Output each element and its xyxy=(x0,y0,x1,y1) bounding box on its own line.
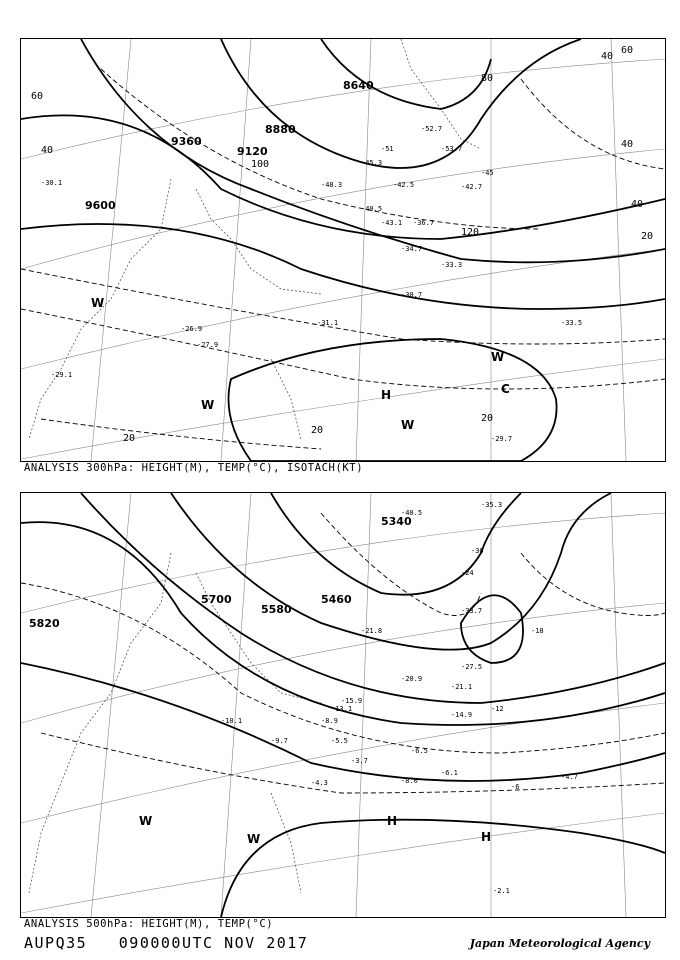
isotach-label: 20 xyxy=(481,413,494,424)
temperature-label: -42.5 xyxy=(393,181,415,189)
temperature-label: -6.1 xyxy=(441,769,458,777)
pressure-center-marker: W xyxy=(201,398,215,412)
temperature-label: -14.9 xyxy=(451,711,473,719)
temperature-label: -35.3 xyxy=(481,501,503,509)
pressure-center-marker: H xyxy=(481,830,492,844)
pressure-center-marker: W xyxy=(91,296,105,310)
spacer xyxy=(87,934,119,952)
temperature-label: -21.1 xyxy=(451,683,473,691)
temperature-label: -8.0 xyxy=(401,777,418,785)
temperature-label: -31.1 xyxy=(317,319,339,327)
analysis-300hpa-map xyxy=(20,38,666,462)
temperature-label: -15.9 xyxy=(341,697,363,705)
temperature-label: -26.9 xyxy=(181,325,203,333)
temperature-label: -2.1 xyxy=(493,887,510,895)
temperature-label: -27.9 xyxy=(197,341,219,349)
isotach-label: 40 xyxy=(41,145,54,156)
temperature-label: -42.7 xyxy=(461,183,483,191)
isotach-label: 60 xyxy=(31,91,44,102)
height-contour-label: 5700 xyxy=(201,593,232,606)
height-contour-label: 5340 xyxy=(381,515,412,528)
temperature-label: -52.7 xyxy=(421,125,443,133)
issue-time: 090000UTC NOV 2017 xyxy=(118,934,309,952)
temperature-label: -4.7 xyxy=(561,773,578,781)
isotach-label: 120 xyxy=(461,227,480,238)
map-300hpa-canvas xyxy=(21,39,665,461)
temperature-label: -53.7 xyxy=(441,145,463,153)
temperature-label: -3.7 xyxy=(351,757,368,765)
temperature-label: -21.8 xyxy=(361,627,383,635)
isotach-label: 40 xyxy=(621,139,634,150)
temperature-label: -30 xyxy=(471,547,484,555)
temperature-label: -9.7 xyxy=(271,737,288,745)
isotach-label: 40 xyxy=(631,199,644,210)
temperature-label: -36.7 xyxy=(413,219,435,227)
top-panel-caption: ANALYSIS 300hPa: HEIGHT(M), TEMP(°C), ISOTACH(KT) xyxy=(24,462,364,474)
temperature-label: -5.5 xyxy=(331,737,348,745)
isotach-label: 60 xyxy=(621,45,634,56)
temperature-label: -34.7 xyxy=(401,245,423,253)
height-contour-label: 9360 xyxy=(171,135,202,148)
pressure-center-marker: W xyxy=(401,418,415,432)
temperature-label: -33.5 xyxy=(561,319,583,327)
temperature-label: -33.3 xyxy=(441,261,463,269)
temperature-label: -45 xyxy=(481,169,494,177)
height-contour-label: 5460 xyxy=(321,593,352,606)
temperature-label: -4.3 xyxy=(311,779,328,787)
temperature-label: -12 xyxy=(491,705,504,713)
temperature-label: -33.7 xyxy=(461,607,483,615)
chart-title: AUPQ35 xyxy=(24,934,88,952)
temperature-label: -6 xyxy=(511,783,520,791)
temperature-label: -6.5 xyxy=(411,747,428,755)
isotach-label: 20 xyxy=(311,425,324,436)
bottom-panel-caption: ANALYSIS 500hPa: HEIGHT(M), TEMP(°C) xyxy=(24,918,274,930)
height-contour-label: 5580 xyxy=(261,603,292,616)
temperature-label: -24 xyxy=(461,569,474,577)
temperature-label: -43.1 xyxy=(381,219,403,227)
temperature-label: -30.7 xyxy=(401,291,423,299)
height-contour-label: 5820 xyxy=(29,617,60,630)
temperature-label: -20.9 xyxy=(401,675,423,683)
temperature-label: -10.1 xyxy=(221,717,243,725)
map-500hpa-canvas xyxy=(21,493,665,917)
pressure-center-marker: W xyxy=(247,832,261,846)
height-contour-label: 9120 xyxy=(237,145,268,158)
height-contour-label: 9600 xyxy=(85,199,116,212)
isotach-label: 40 xyxy=(601,51,614,62)
temperature-label: -8.9 xyxy=(321,717,338,725)
temperature-label: -40.5 xyxy=(401,509,423,517)
temperature-label: -48.3 xyxy=(321,181,343,189)
pressure-center-marker: W xyxy=(491,350,505,364)
isotach-label: 80 xyxy=(481,73,494,84)
pressure-center-marker: W xyxy=(139,814,153,828)
temperature-label: -27.5 xyxy=(461,663,483,671)
pressure-center-marker: C xyxy=(501,382,510,396)
analysis-500hpa-map xyxy=(20,492,666,918)
pressure-center-marker: H xyxy=(387,814,398,828)
temperature-label: -30.1 xyxy=(41,179,63,187)
temperature-label: -51 xyxy=(381,145,394,153)
pressure-center-marker: H xyxy=(381,388,392,402)
temperature-label: -40.5 xyxy=(361,205,383,213)
temperature-label: -29.7 xyxy=(491,435,513,443)
chart-id-and-time xyxy=(24,934,308,952)
temperature-label: -13.1 xyxy=(331,705,353,713)
isotach-label: 100 xyxy=(251,159,270,170)
temperature-label: -29.1 xyxy=(51,371,73,379)
temperature-label: -45.3 xyxy=(361,159,383,167)
isotach-label: 20 xyxy=(123,433,136,444)
agency-name: Japan Meteorological Agency xyxy=(469,937,650,950)
height-contour-label: 8880 xyxy=(265,123,296,136)
isotach-label: 20 xyxy=(641,231,654,242)
temperature-label: -18 xyxy=(531,627,544,635)
height-contour-label: 8640 xyxy=(343,79,374,92)
